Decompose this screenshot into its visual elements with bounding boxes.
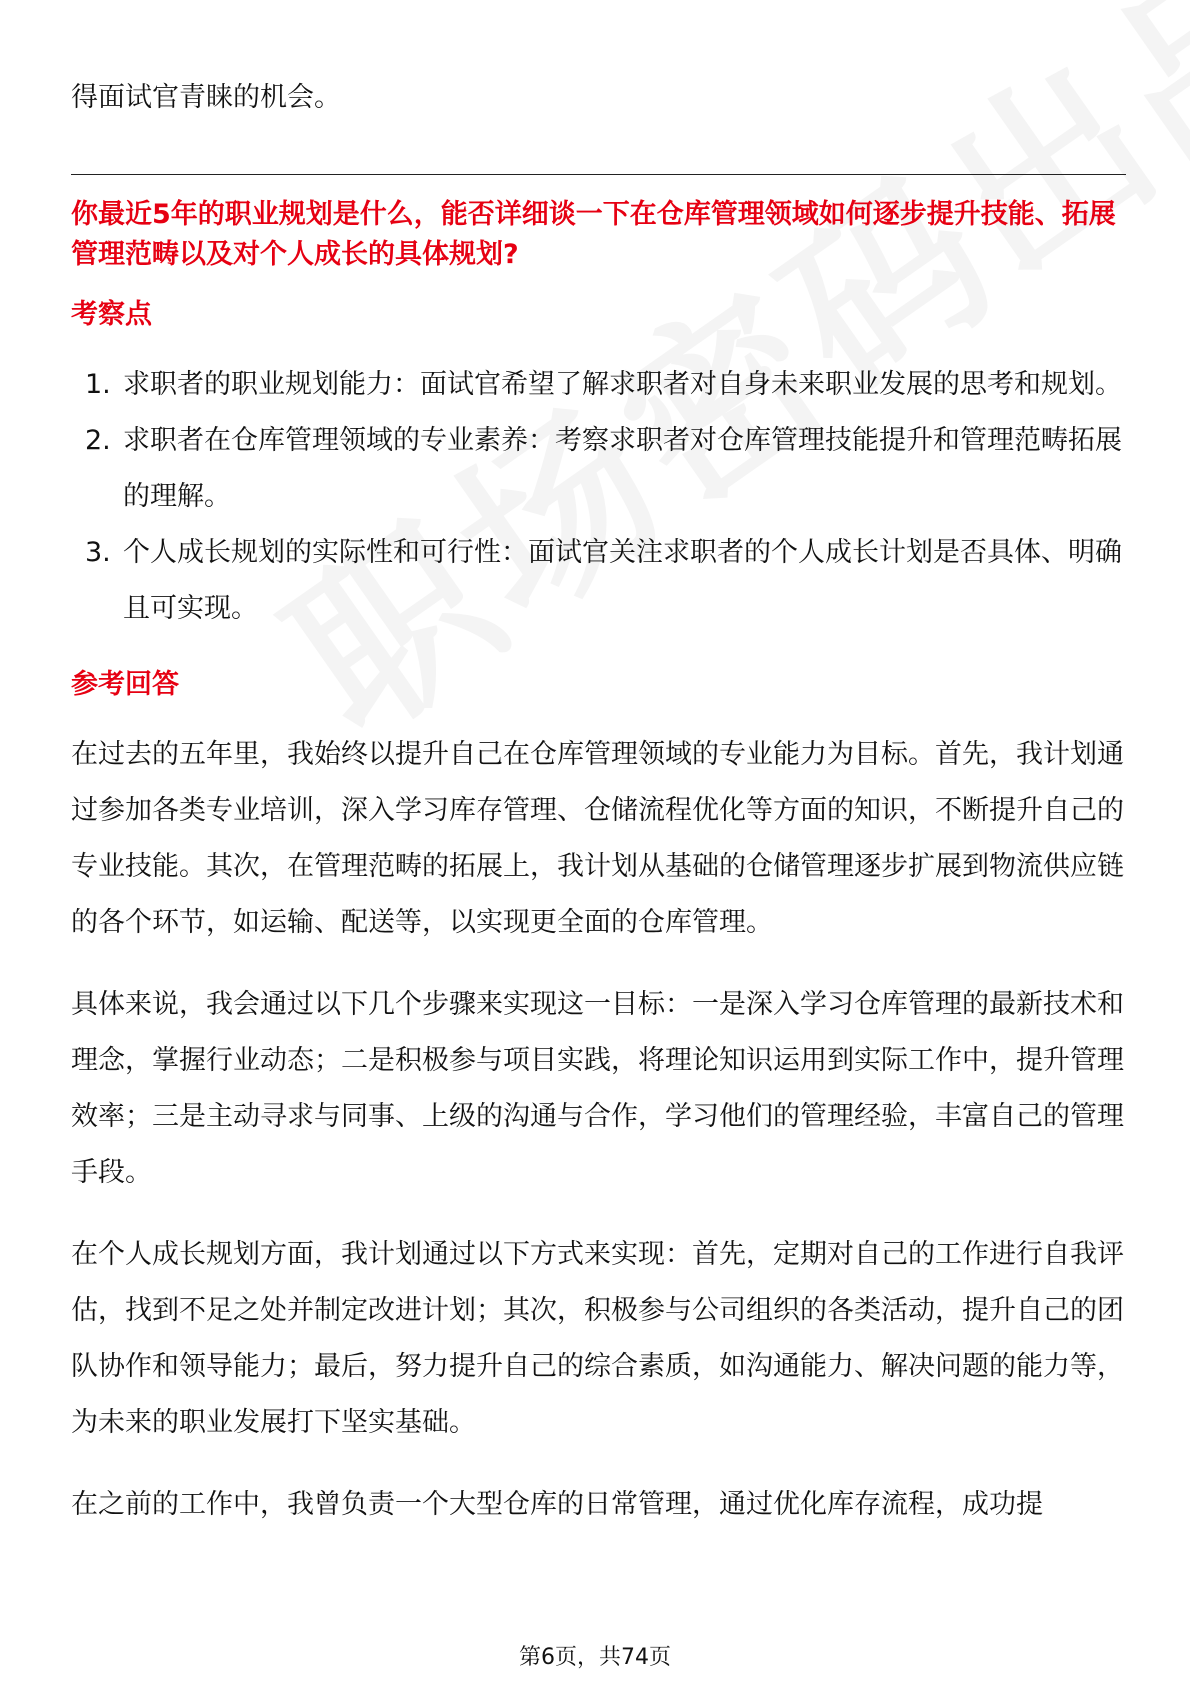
list-item-text: 求职者的职业规划能力：面试官希望了解求职者对自身未来职业发展的思考和规划。	[123, 369, 1122, 400]
interview-question: 你最近5年的职业规划是什么，能否详细谈一下在仓库管理领域如何逐步提升技能、拓展管理范畴以及对个人成长的具体规划?	[71, 199, 1116, 270]
answer-paragraph: 具体来说，我会通过以下几个步骤来实现这一目标：一是深入学习仓库管理的最新技术和理念，掌握行业动态；二是积极参与项目实践，将理论知识运用到实际工作中，提升管理效率；三是主动寻求与同事、上级的沟通与合作，学习他们的管理经验，丰富自己的管理手段。	[71, 989, 1124, 1188]
answer-heading: 参考回答	[71, 669, 179, 700]
list-item-number: 1.	[85, 369, 111, 400]
answer-paragraph: 在过去的五年里，我始终以提升自己在仓库管理领域的专业能力为目标。首先，我计划通过参加各类专业培训，深入学习库存管理、仓储流程优化等方面的知识，不断提升自己的专业技能。其次，在管理范畴的拓展上，我计划从基础的仓储管理逐步扩展到物流供应链的各个环节，如运输、配送等，以实现更全面的仓库管理。	[71, 739, 1124, 938]
answer-body	[71, 727, 1126, 1533]
list-item	[71, 413, 1126, 525]
list-item	[71, 357, 1126, 413]
list-item-text: 求职者在仓库管理领域的专业素养：考察求职者对仓库管理技能提升和管理范畴拓展的理解。	[123, 425, 1122, 512]
list-item	[71, 525, 1126, 637]
answer-paragraph: 在个人成长规划方面，我计划通过以下方式来实现：首先，定期对自己的工作进行自我评估，找到不足之处并制定改进计划；其次，积极参与公司组织的各类活动，提升自己的团队协作和领导能力；最后，努力提升自己的综合素质，如沟通能力、解决问题的能力等，为未来的职业发展打下坚实基础。	[71, 1239, 1124, 1438]
list-item-number: 3.	[85, 537, 111, 568]
section-divider	[71, 174, 1126, 175]
list-item-text: 个人成长规划的实际性和可行性：面试官关注求职者的个人成长计划是否具体、明确且可实现。	[123, 537, 1122, 624]
points-heading: 考察点	[71, 299, 152, 330]
intro-tail-text: 得面试官青睐的机会。	[71, 82, 341, 113]
page-number-footer: 第6页，共74页	[519, 1645, 671, 1670]
list-item-number: 2.	[85, 425, 111, 456]
assessment-points-list	[71, 357, 1126, 637]
answer-paragraph: 在之前的工作中，我曾负责一个大型仓库的日常管理，通过优化库存流程，成功提	[71, 1489, 1043, 1520]
page-content	[71, 70, 1126, 1559]
